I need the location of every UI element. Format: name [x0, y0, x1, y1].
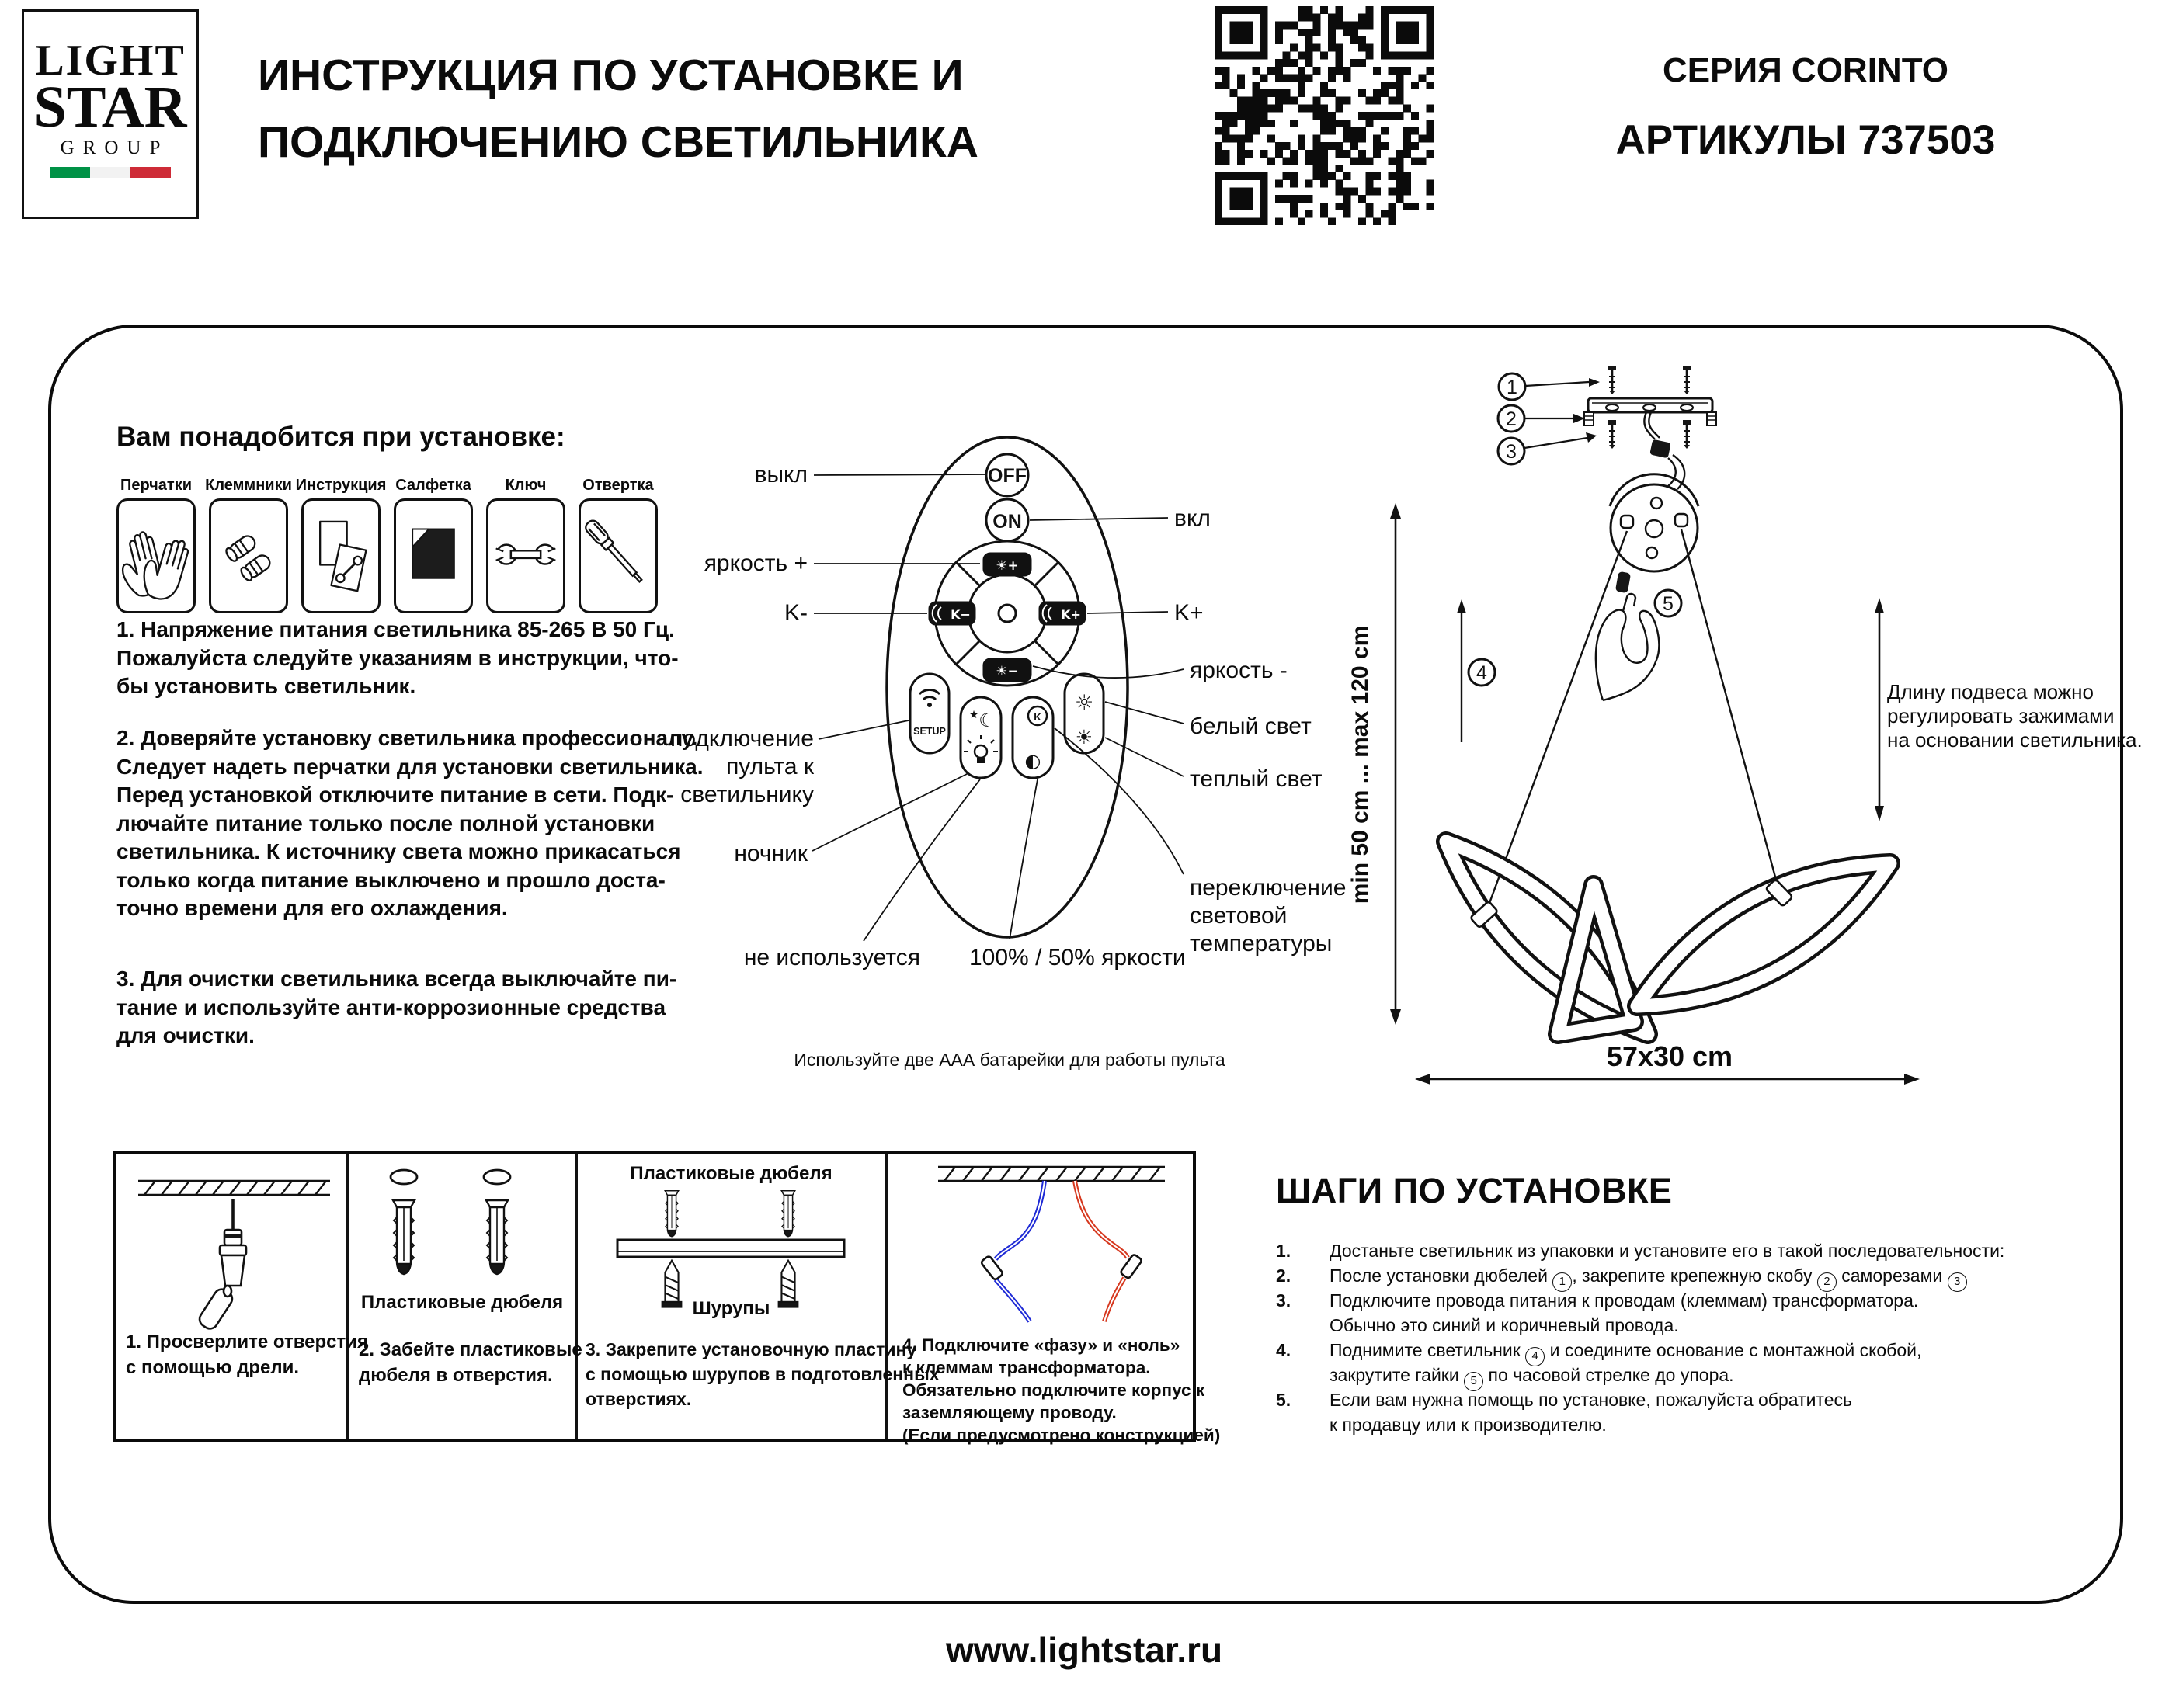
panel3-text: 3. Закрепите установочную пластину с помощью шурупов в подготовленных отверстиях.: [586, 1339, 940, 1409]
logo-light-text: LIGHT: [35, 36, 186, 85]
brightness-down-icon: ☀−: [996, 664, 1019, 679]
label-k-plus: K+: [1174, 600, 1204, 626]
svg-text:K: K: [1034, 711, 1041, 723]
label-k-minus: K-: [784, 600, 808, 626]
logo-star-text: STAR: [33, 75, 187, 140]
adjust-note-3: на основании светильника.: [1887, 728, 2143, 752]
brightness-up-icon: ☀+: [996, 558, 1019, 574]
label-pairing-2: пульта к: [726, 754, 814, 779]
lamp-rings: [1446, 842, 1890, 1034]
step3-number: 3.: [1276, 1290, 1291, 1311]
installation-diagram: [1390, 366, 1920, 1085]
circled-3: 3: [1948, 1272, 1967, 1292]
page-title-line2: ПОДКЛЮЧЕНИЮ СВЕТИЛЬНИКА: [258, 117, 978, 167]
steps-heading: ШАГИ ПО УСТАНОВКЕ: [1276, 1171, 1673, 1210]
label-on: вкл: [1174, 505, 1211, 531]
contrast-icon: ◐: [1024, 750, 1041, 772]
step1-text: Достаньте светильник из упаковки и установите его в такой последовательности:: [1330, 1241, 2005, 1261]
step3-text-line2: Обычно это синий и коричневый провода.: [1330, 1315, 1679, 1335]
article-label: АРТИКУЛЫ 737503: [1615, 117, 1996, 163]
circled-5: 5: [1464, 1372, 1483, 1391]
step5-number: 5.: [1276, 1390, 1291, 1410]
circled-1: 1: [1552, 1272, 1572, 1292]
tool-label-wrench: Ключ: [505, 477, 547, 494]
tool-label-terminals: Клеммники: [205, 477, 292, 494]
panel2-label: Пластиковые дюбеля: [360, 1292, 564, 1313]
logo-group-text: GROUP: [60, 137, 169, 158]
panel3-label-bottom: Шурупы: [692, 1298, 770, 1319]
label-temp-1: переключение: [1190, 875, 1347, 901]
step3-text-line1: Подключите провода питания к проводам (клеммам) трансформатора.: [1330, 1290, 1919, 1311]
label-pairing-1: подключение: [670, 726, 814, 752]
warm-sun-icon: ☀: [1075, 726, 1093, 748]
panel4-text: 4. Подключите «фазу» и «ноль» к клеммам трансформатора. Обязательно подключите корпус к заземляющему проводу. (Если предусмотрено конструкцией): [902, 1335, 1221, 1445]
clamp-icon: [1615, 571, 1631, 593]
warning-paragraph-1: 1. Напряжение питания светильника 85-265 В 50 Гц. Пожалуйста следуйте указаниям в инструкции, что- бы установить светильник.: [116, 617, 679, 698]
star-icon: ★: [968, 709, 979, 721]
moon-icon: ☾: [978, 710, 996, 731]
label-off: выкл: [754, 462, 808, 488]
tool-label-gloves: Перчатки: [120, 477, 193, 494]
panel2-text: 2. Забейте пластиковые дюбеля в отверстия.: [359, 1339, 582, 1386]
adjust-note-1: Длину подвеса можно: [1887, 680, 2094, 703]
label-brightness-down: яркость -: [1190, 658, 1288, 683]
supply-wire: [1644, 412, 1660, 439]
step4-text-line2: закрутите гайки 5 по часовой стрелке до упора.: [1330, 1365, 1734, 1391]
svg-text:4: 4: [1476, 662, 1487, 684]
step5-text-line1: Если вам нужна помощь по установке, пожалуйста обратитесь: [1330, 1390, 1852, 1410]
label-temp-3: температуры: [1190, 931, 1333, 956]
step5-text-line2: к продавцу или к производителю.: [1330, 1415, 1607, 1435]
remote-setup-button: [910, 674, 949, 753]
circled-2: 2: [1817, 1272, 1837, 1292]
warning-paragraph-3: 3. Для очистки светильника всегда выключайте пи- тание и используйте анти-коррозионные средства для очистки.: [116, 967, 677, 1047]
svg-text:3: 3: [1506, 441, 1517, 463]
vertical-dimension-label: min 50 cm ... max 120 cm: [1347, 625, 1373, 904]
suspension-cable-right: [1681, 529, 1779, 891]
remote-control: [812, 437, 1184, 941]
label-duty: 100% / 50% яркости: [969, 945, 1186, 970]
svg-text:1: 1: [1507, 377, 1517, 398]
svg-text:2: 2: [1506, 408, 1517, 430]
label-pairing-3: светильнику: [680, 782, 814, 807]
remote-temperature-button: [1013, 697, 1053, 778]
step4-number: 4.: [1276, 1340, 1291, 1360]
off-button-label: OFF: [988, 465, 1027, 487]
label-night: ночник: [734, 841, 808, 866]
step1-number: 1.: [1276, 1241, 1291, 1261]
website-url: www.lightstar.ru: [945, 1630, 1223, 1670]
label-white-light: белый свет: [1190, 713, 1312, 739]
battery-note: Используйте две ААА батарейки для работы пульта: [794, 1050, 1225, 1070]
svg-text:5: 5: [1663, 593, 1674, 615]
tool-label-screwdriver: Отвертка: [582, 477, 654, 494]
circled-4: 4: [1525, 1347, 1545, 1366]
on-button-label: ON: [992, 511, 1022, 533]
horizontal-dimension-label: 57x30 cm: [1606, 1040, 1733, 1072]
page-title-line1: ИНСТРУКЦИЯ ПО УСТАНОВКЕ И: [258, 50, 964, 100]
label-brightness-up: яркость +: [704, 550, 808, 576]
wire-connector-block: [1649, 439, 1671, 459]
label-temp-2: световой: [1190, 903, 1288, 929]
tool-label-napkin: Салфетка: [395, 477, 471, 494]
k-plus-icon: K+: [1061, 607, 1081, 622]
tools-heading: Вам понадобится при установке:: [116, 422, 565, 452]
tool-label-manual: Инструкция: [295, 477, 387, 494]
step2-text: После установки дюбелей 1 , закрепите крепежную скобу 2 саморезами 3: [1330, 1265, 1967, 1292]
label-not-used: не используется: [743, 945, 920, 970]
step4-text-line1: Поднимите светильник 4 и соедините основание с монтажной скобой,: [1330, 1340, 1921, 1366]
k-minus-icon: K−: [951, 607, 971, 622]
setup-button-label: SETUP: [913, 726, 946, 737]
warning-paragraph-2: 2. Доверяйте установку светильника профессионалу. Следует надеть перчатки для установки светильника. Перед установкой отключите питание в сети. Подк- лючайте питание только после полной установки светильника. К источнику света можно прикасаться только когда питание выключено и прошло доста- точно времени для его охлаждения.: [116, 726, 704, 920]
white-sun-icon: ☼: [1074, 691, 1094, 715]
adjust-note-2: регулировать зажимами: [1887, 704, 2115, 727]
series-label: СЕРИЯ CORINTO: [1662, 51, 1949, 89]
step2-number: 2.: [1276, 1265, 1291, 1286]
label-warm-light: теплый свет: [1190, 766, 1323, 792]
panel3-label-top: Пластиковые дюбеля: [630, 1163, 832, 1184]
panel1-text: 1. Просверлите отверстия с помощью дрели.: [126, 1331, 369, 1378]
mounting-plate: [1584, 366, 1716, 449]
remote-night-button: [961, 697, 1001, 778]
canopy-base: [1610, 474, 1698, 571]
